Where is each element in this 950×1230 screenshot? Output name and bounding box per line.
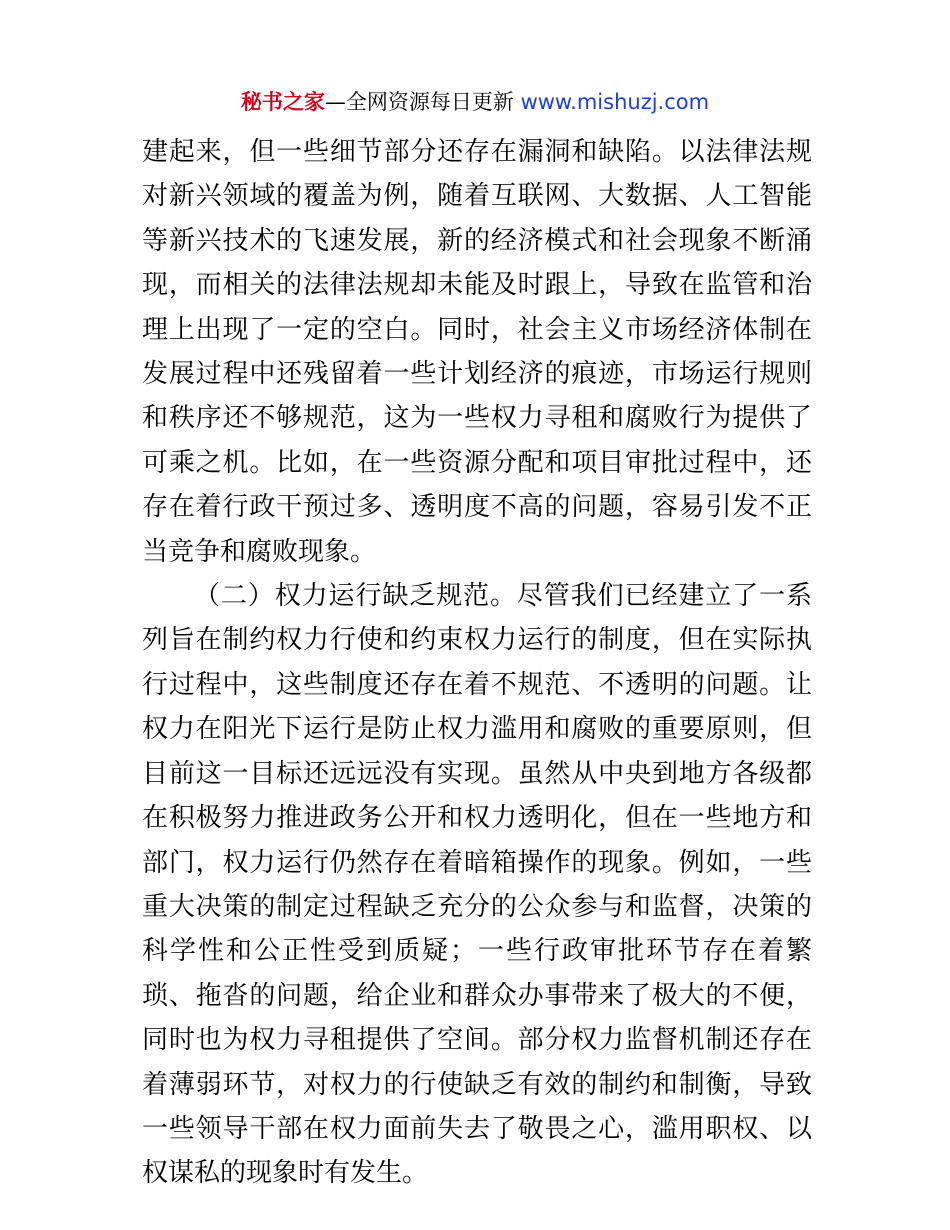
page-header xyxy=(0,86,950,118)
site-link[interactable]: www.mishuzj.com xyxy=(520,90,710,114)
paragraph-section-two: （二）权力运行缺乏规范。尽管我们已经建立了一系列旨在制约权力行使和约束权力运行的制度，但在实际执行过程中，这些制度还存在着不规范、不透明的问题。让权力在阳光下运行是防止权力滥用和腐败的重要原则，但目前这一目标还远远没有实现。虽然从中央到地方各级都在积极努力推进政务公开和权力透明化，但在一些地方和部门，权力运行仍然存在着暗箱操作的现象。例如，一些重大决策的制定过程缺乏充分的公众参与和监督，决策的科学性和公正性受到质疑；一些行政审批环节存在着繁琐、拖沓的问题，给企业和群众办事带来了极大的不便，同时也为权力寻租提供了空间。部分权力监督机制还存在着薄弱环节，对权力的行使缺乏有效的制约和制衡，导致一些领导干部在权力面前失去了敬畏之心，滥用职权、以权谋私的现象时有发生。 xyxy=(142,581,812,1189)
brand-name: 秘书之家 xyxy=(240,90,325,114)
document-body xyxy=(142,130,812,1196)
header-tagline: —全网资源每日更新 xyxy=(324,90,521,114)
paragraph-continued: 建起来，但一些细节部分还存在漏洞和缺陷。以法律法规对新兴领域的覆盖为例，随着互联网、大数据、人工智能等新兴技术的飞速发展，新的经济模式和社会现象不断涌现，而相关的法律法规却未能及时跟上，导致在监管和治理上出现了一定的空白。同时，社会主义市场经济体制在发展过程中还残留着一些计划经济的痕迹，市场运行规则和秩序还不够规范，这为一些权力寻租和腐败行为提供了可乘之机。比如，在一些资源分配和项目审批过程中，还存在着行政干预过多、透明度不高的问题，容易引发不正当竞争和腐败现象。 xyxy=(142,137,812,567)
